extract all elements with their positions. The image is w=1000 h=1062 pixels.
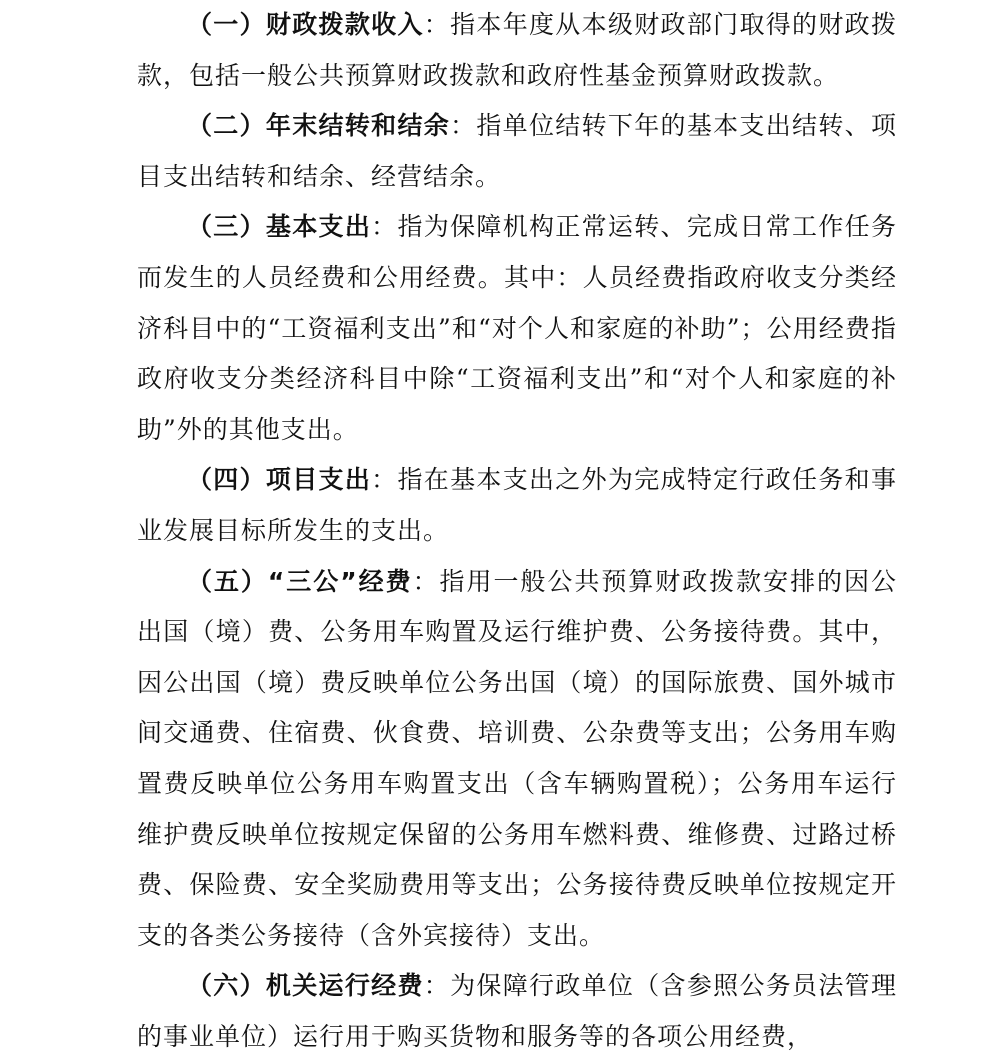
paragraph-text: 指在基本支出之外为完成特定行政任务和事业发展目标所发生的支出。 [137,465,897,545]
term-separator: ： [423,971,451,1001]
paragraph-fiscal-appropriation-income [137,0,897,101]
paragraph-agency-operating-expenses [137,961,897,1062]
paragraph-text: 指单位结转下年的基本支出结转、项目支出结转和结余、经营结余。 [137,111,897,191]
term-separator: ： [412,566,440,596]
term-separator: ： [371,212,398,242]
document-body [137,0,897,1062]
paragraph-text: 指本年度从本级财政部门取得的财政拨款，包括一般公共预算财政拨款和政府性基金预算财政拨款。 [137,10,897,90]
paragraph-text: 为保障行政单位（含参照公务员法管理的事业单位）运行用于购买货物和服务等的各项公用经费， [137,971,897,1051]
term-heading: （二）年末结转和结余 [187,111,451,141]
term-heading: （六）机关运行经费 [187,971,424,1001]
term-separator: ： [423,10,451,39]
paragraph-project-expenditure [137,455,897,556]
term-separator: ： [450,111,477,141]
term-heading: （三）基本支出 [187,212,372,242]
paragraph-year-end-carryover [137,101,897,202]
paragraph-three-public-expenses [137,557,897,962]
term-heading: （一）财政拨款收入 [187,10,424,39]
term-heading: （五）“三公”经费 [187,566,413,596]
term-heading: （四）项目支出 [187,465,372,495]
paragraph-text: 指为保障机构正常运转、完成日常工作任务而发生的人员经费和公用经费。其中：人员经费指政府收支分类经济科目中的“工资福利支出”和“对个人和家庭的补助”；公用经费指政府收支分类经济科目中除“工资福利支出”和“对个人和家庭的补助”外的其他支出。 [137,212,897,444]
paragraph-text: 指用一般公共预算财政拨款安排的因公出国（境）费、公务用车购置及运行维护费、公务接待费。其中，因公出国（境）费反映单位公务出国（境）的国际旅费、国外城市间交通费、住宿费、伙食费、培训费、公杂费等支出；公务用车购置费反映单位公务用车购置支出（含车辆购置税）；公务用车运行维护费反映单位按规定保留的公务用车燃料费、维修费、过路过桥费、保险费、安全奖励费用等支出；公务接待费反映单位按规定开支的各类公务接待（含外宾接待）支出。 [137,566,897,950]
paragraph-basic-expenditure [137,202,897,455]
term-separator: ： [371,465,398,495]
